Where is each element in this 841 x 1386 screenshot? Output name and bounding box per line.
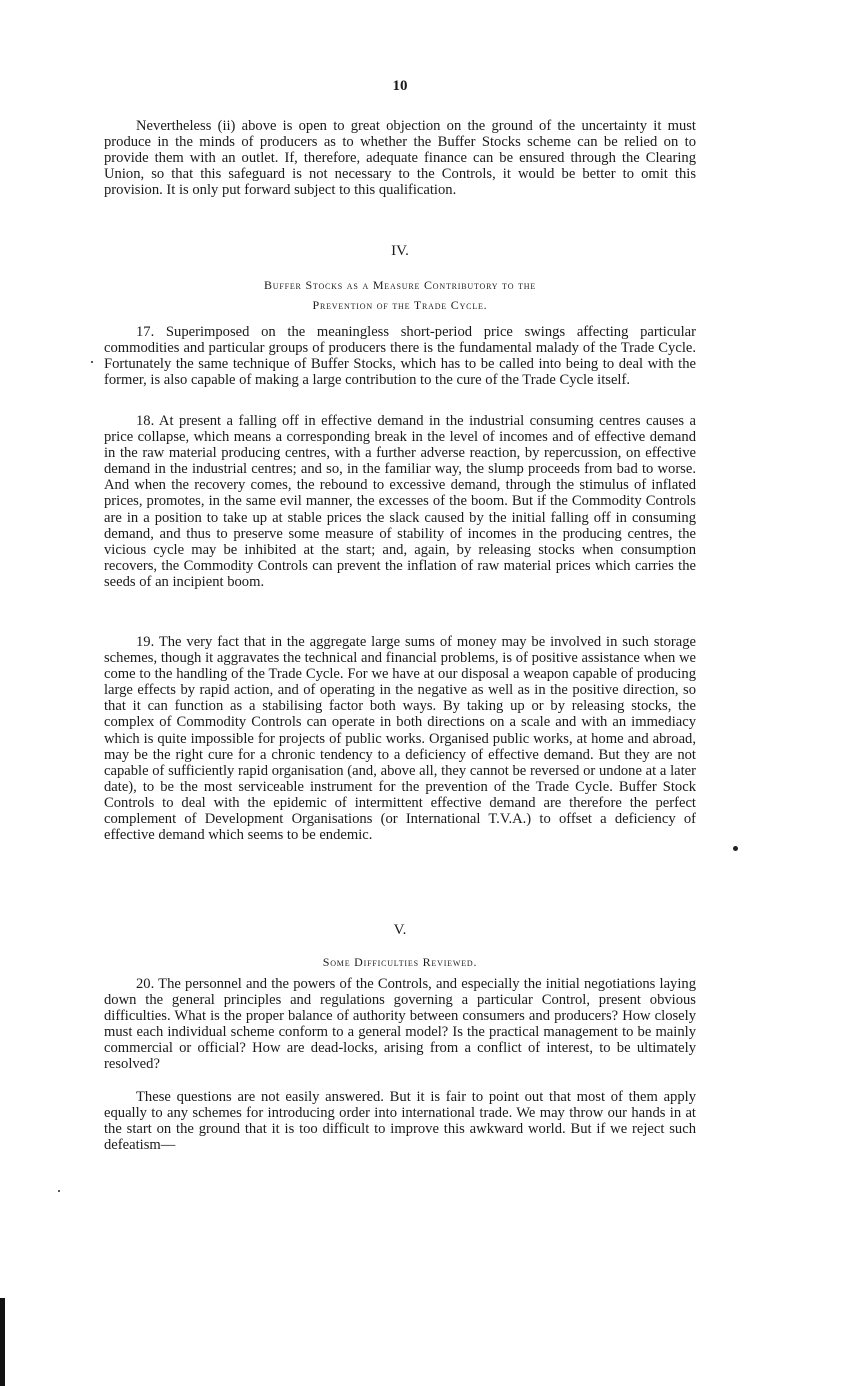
page-number: 10 [392, 78, 408, 94]
paragraph-19: 19. The very fact that in the aggregate large sums of money may be involved in such storage schemes, though it aggravates the technical and financial problems, is of positive assistance when we come to the handling of the Trade Cycle. For we have at our disposal a weapon capable of producing large effects by rapid action, and of operating in the negative as well as in the positive direction, so that it can function as a stabilising factor both ways. By taking up or by releasing stocks, the complex of Commodity Controls can operate in both directions on a scale and with an immediacy which is quite impossible for projects of public works. Organised public works, at home and abroad, may be the right cure for a chronic tendency to a deficiency of effective demand. But they are not capable of sufficiently rapid organisation (and, above all, they cannot be reversed or undone at a later date), to be the most serviceable instrument for the prevention of the Trade Cycle. Buffer Stock Controls to deal with the epidemic of intermittent effective demand are therefore the perfect complement of Development Organisations (or International T.V.A.) to offset a deficiency of effective demand which seems to be endemic. [104, 634, 696, 844]
opening-paragraph: Nevertheless (ii) above is open to great objection on the ground of the uncertainty it must produce in the minds of producers as to whether the Buffer Stocks scheme can be relied on to provide them with an outlet. If, therefore, adequate finance can be ensured through the Clearing Union, so that this safeguard is not necessary to the Controls, it would be better to omit this provision. It is only put forward subject to this qualification. [104, 118, 696, 199]
section-iv-heading-line2: Prevention of the Trade Cycle. [312, 298, 488, 312]
section-iv-heading-line1: Buffer Stocks as a Measure Contributory to the [263, 278, 537, 292]
scan-speck [91, 361, 93, 363]
scan-speck [58, 1190, 60, 1192]
section-iv-numeral: IV. [391, 243, 409, 259]
section-v-numeral: V. [393, 922, 407, 938]
paragraph-18: 18. At present a falling off in effective demand in the industrial consuming centres causes a price collapse, which means a corresponding break in the level of incomes and of effective demand in the raw material producing centres, with a further adverse reaction, by repercussion, on effective demand in the industrial centres; and so, in the familiar way, the slump proceeds from bad to worse. And when the recovery comes, the rebound to excessive demand, through the stimulus of inflated prices, promotes, in the same evil manner, the excesses of the boom. But if the Commodity Controls are in a position to take up at stable prices the slack caused by the initial falling off in consuming demand, and thus to preserve some measure of stability of incomes in the producing centres, the vicious cycle may be inhibited at the start; and, again, by releasing stocks when consumption recovers, the Commodity Controls can prevent the inflation of raw material prices which carries the seeds of an incipient boom. [104, 413, 696, 590]
section-v-heading [0, 952, 800, 972]
section-v-heading-text: Some Difficulties Reviewed. [322, 955, 478, 969]
scan-speck [733, 846, 738, 851]
paragraph-questions: These questions are not easily answered. But it is fair to point out that most of them apply equally to any schemes for introducing order into international trade. We may throw our hands in at the start on the ground that it is too difficult to improve this awkward world. But if we reject such defeatism— [104, 1089, 696, 1154]
paragraph-20: 20. The personnel and the powers of the Controls, and especially the initial negotiations laying down the general principles and regulations governing a particular Control, present obvious difficulties. What is the proper balance of authority between consumers and producers? How closely must each individual scheme conform to a general model? Is the practical management to be mainly commercial or official? How are dead-locks, arising from a conflict of interest, to be ultimately resolved? [104, 976, 696, 1073]
paragraph-17: 17. Superimposed on the meaningless short-period price swings affecting particular commodities and particular groups of producers there is the fundamental malady of the Trade Cycle. Fortunately the same technique of Buffer Stocks, which has to be called into being to deal with the former, is also capable of making a large contribution to the cure of the Trade Cycle itself. [104, 324, 696, 389]
scan-margin-bar [0, 1298, 5, 1386]
section-iv-heading [0, 275, 800, 315]
